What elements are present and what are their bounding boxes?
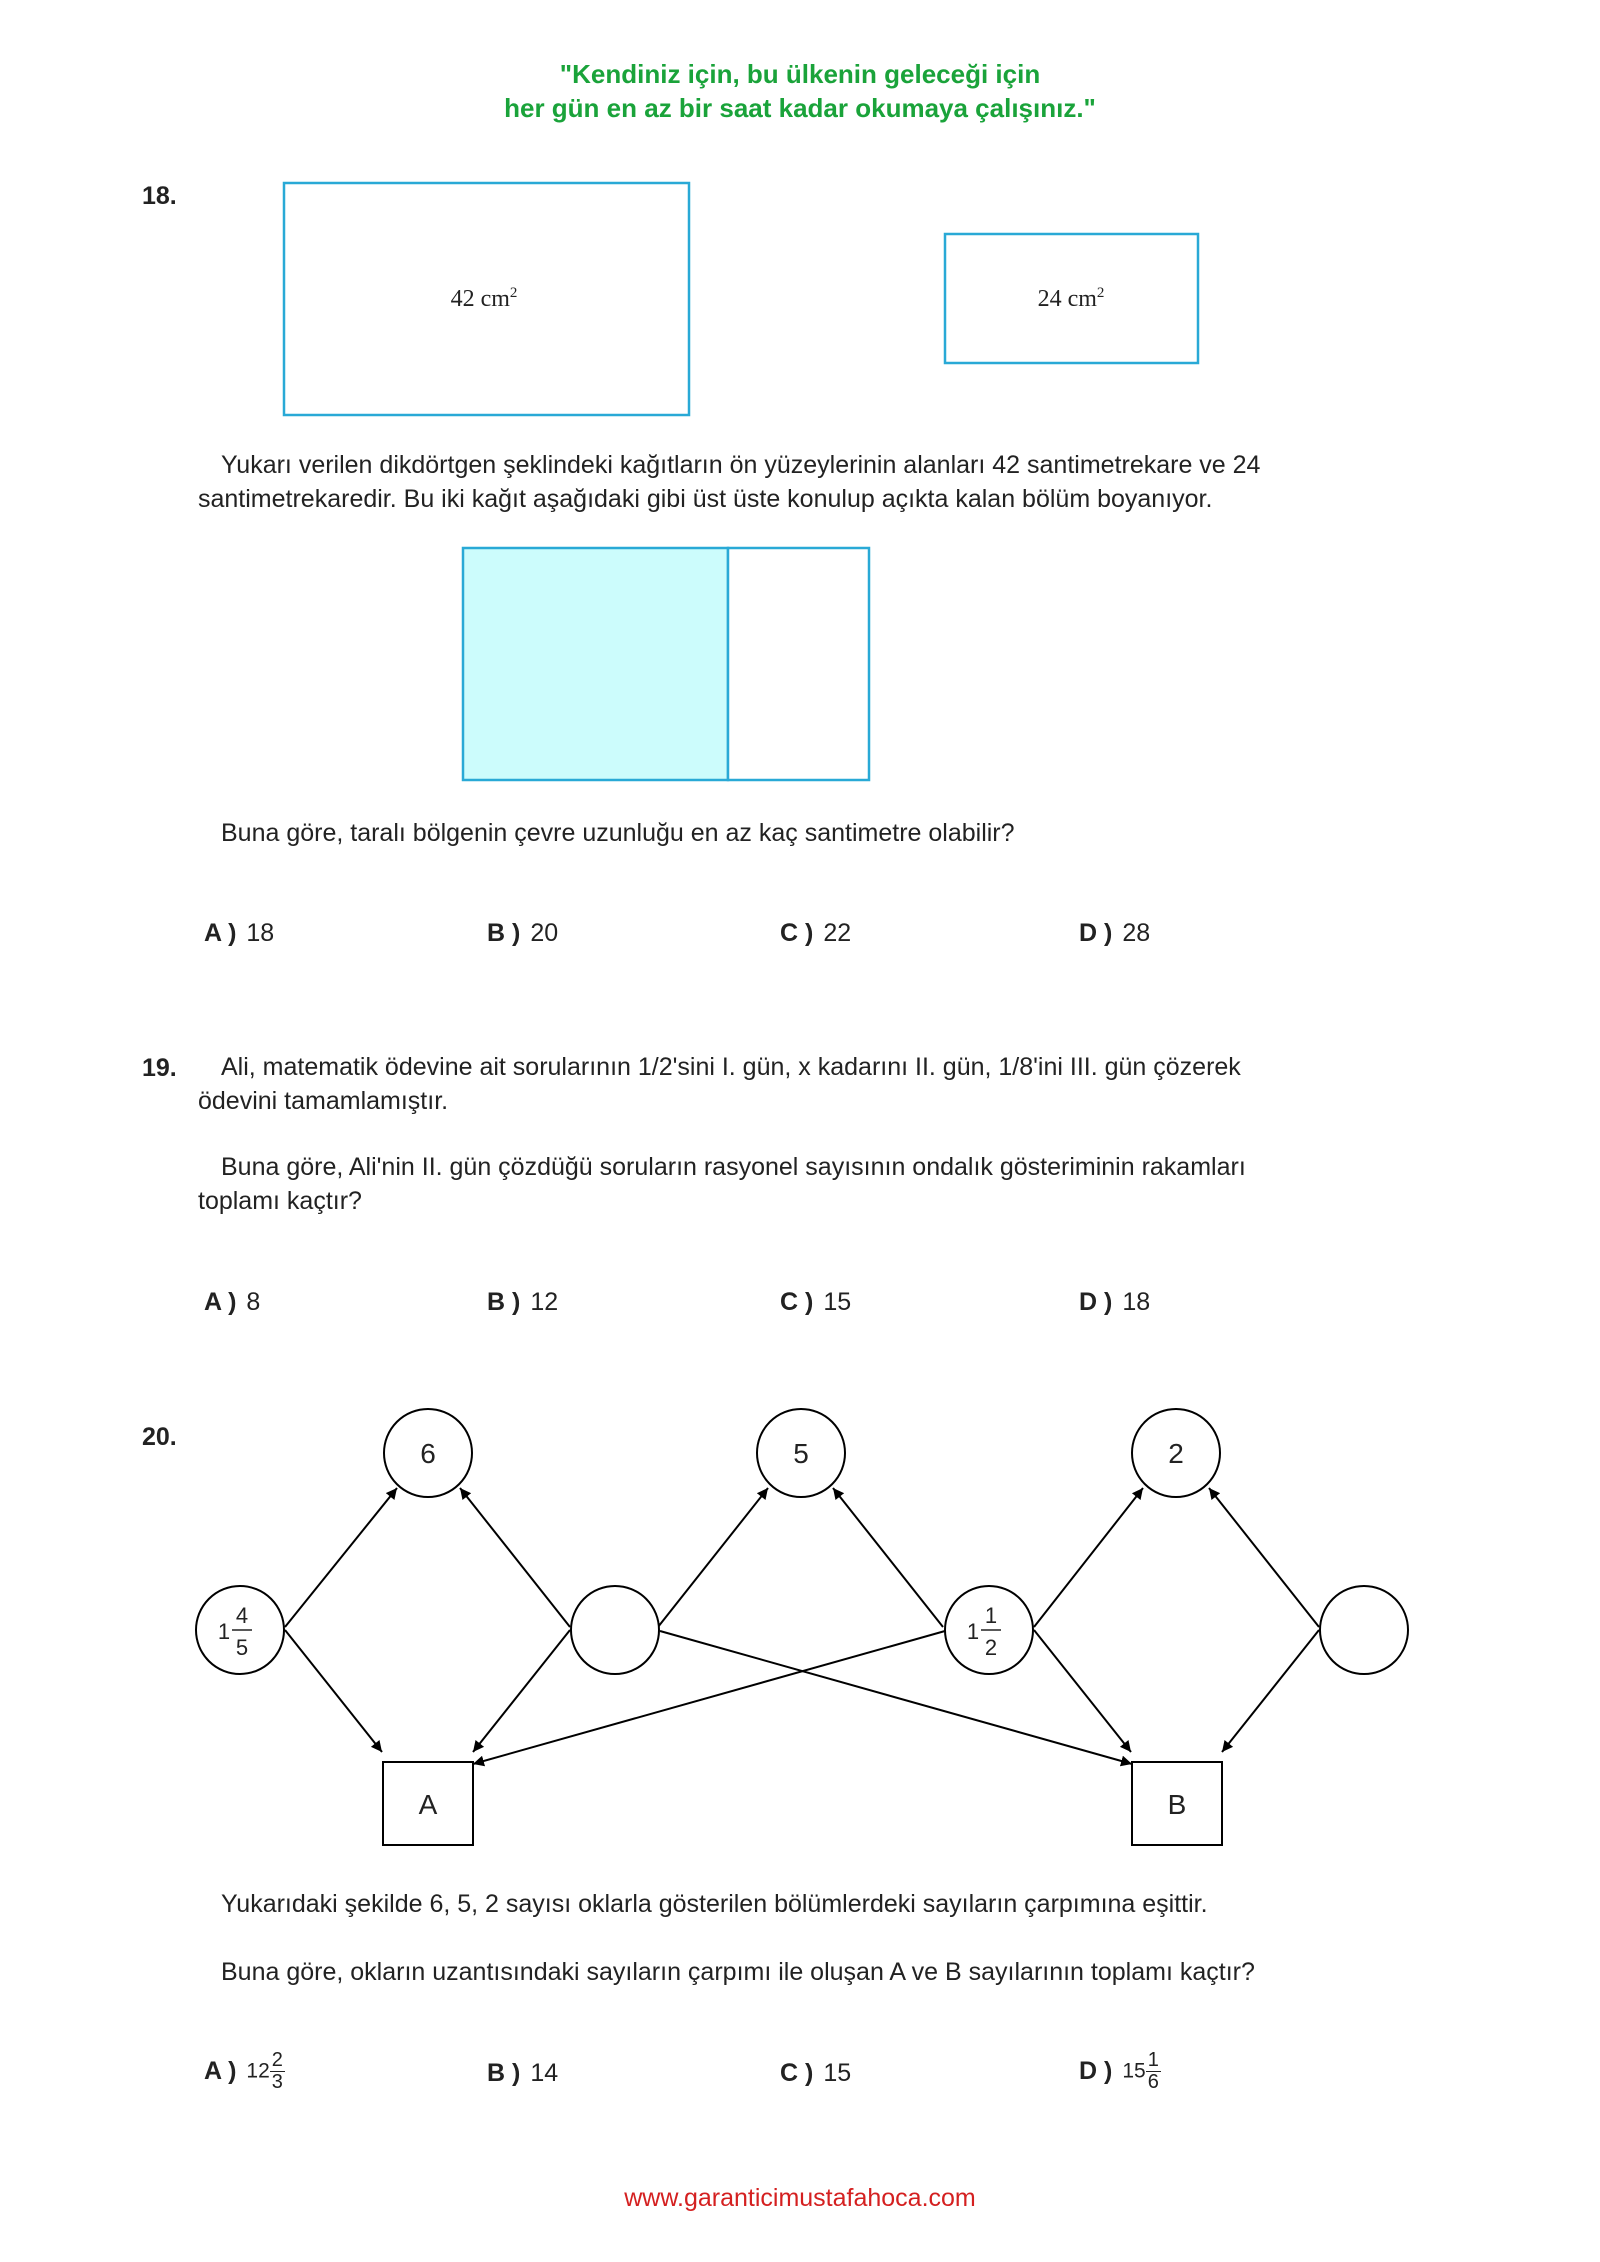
diagram-arrows [285,1488,1319,1764]
question-19-number: 19. [142,1054,177,1082]
q18-question: Buna göre, taralı bölgenin çevre uzunluğu en az kaç santimetre olabilir? [221,819,1015,847]
q20-diagram [0,1380,1600,1860]
fraction-numerator: 4 [235,1603,249,1628]
arrow [460,1488,570,1627]
option-letter: B ) [487,2059,521,2087]
node-6-label: 6 [420,1438,436,1469]
option-value: 18 [1122,1288,1151,1316]
q18-option-b[interactable] [487,919,558,948]
fraction-numerator: 1 [984,1603,998,1628]
fraction-numerator: 1 [1147,2049,1159,2071]
q19-option-c[interactable] [780,1288,851,1317]
q20-line-1: Yukarıdaki şekilde 6, 5, 2 sayısı oklarla gösterilen bölümlerdeki sayıların çarpımına eşittir. [221,1890,1208,1918]
option-letter: C ) [780,919,814,947]
option-value: 15 [823,1288,852,1316]
arrow [473,1631,945,1764]
option-letter: C ) [780,2059,814,2087]
fraction-whole: 15 [1122,2059,1146,2083]
q20-option-b[interactable] [487,2059,558,2088]
box-a-label: A [418,1789,438,1820]
option-value: 8 [246,1288,261,1316]
question-18-number: 18. [142,182,177,210]
option-value: 15 [823,2059,852,2087]
option-letter: D ) [1079,1288,1113,1316]
arrow [1034,1488,1143,1627]
arrow [1222,1630,1319,1752]
q18-option-c[interactable] [780,919,851,948]
question-18-figures [0,0,1600,800]
fraction-whole: 12 [246,2059,270,2083]
fraction-denominator: 6 [1147,2071,1159,2093]
option-value: 20 [530,919,559,947]
option-letter: C ) [780,1288,814,1316]
option-value: 22 [823,919,852,947]
option-value: 18 [246,919,275,947]
arrow [833,1488,943,1627]
option-fraction [1146,2050,1161,2093]
q18-paragraph-line-2: santimetrekaredir. Bu iki kağıt aşağıdaki gibi üst üste konulup açıkta kalan bölüm boyanıyor. [198,485,1213,513]
q19-option-a[interactable] [204,1288,260,1317]
paper-rect-42-label: 42 $cm^2$ [450,285,518,312]
node-empty-2-circle[interactable] [1320,1586,1408,1674]
q19-line-2: ödevini tamamlamıştır. [198,1087,449,1115]
footer-url[interactable]: www.garanticimustafahoca.com [624,2184,976,2212]
option-letter: A ) [204,2057,237,2085]
box-b-label: B [1167,1789,1187,1820]
arrow [473,1630,570,1752]
arrow [1209,1488,1319,1627]
overlap-paper [728,548,869,780]
fraction-denominator: 3 [271,2071,283,2093]
arrow [285,1630,382,1752]
option-letter: A ) [204,1288,237,1316]
q18-paragraph-line-1: Yukarı verilen dikdörtgen şeklindeki kağıtların ön yüzeylerinin alanları 42 santimetrekare ve 24 [221,451,1261,479]
option-letter: B ) [487,919,521,947]
question-20-number: 20. [142,1423,177,1451]
q20-option-d[interactable] [1079,2050,1161,2093]
q18-option-d[interactable] [1079,919,1150,948]
arrow [658,1488,768,1627]
paper-rect-24-label: 24 $cm^2$ [1037,285,1105,312]
option-value: 14 [530,2059,559,2087]
q19-option-d[interactable] [1079,1288,1150,1317]
q19-line-4: toplamı kaçtır? [198,1187,362,1215]
option-value: 12 [530,1288,559,1316]
q18-option-a[interactable] [204,919,274,948]
q20-option-c[interactable] [780,2059,851,2088]
fraction-whole: 1 [217,1619,231,1644]
motto-line-2: her gün en az bir saat kadar okumaya çalışınız." [504,93,1096,123]
arrow [660,1631,1132,1764]
node-2-label: 2 [1168,1438,1184,1469]
option-letter: D ) [1079,2057,1113,2085]
shaded-region [463,548,728,780]
fraction-denominator: 5 [235,1635,249,1660]
node-empty-1-circle[interactable] [571,1586,659,1674]
q19-line-1: Ali, matematik ödevine ait sorularının 1/2'sini I. gün, x kadarını II. gün, 1/8'ini III. gün çözerek [221,1053,1241,1081]
fraction-denominator: 2 [984,1635,998,1660]
option-letter: A ) [204,919,237,947]
arrow [285,1488,397,1627]
option-fraction [270,2050,285,2093]
fraction-numerator: 2 [271,2049,283,2071]
node-5-label: 5 [793,1438,809,1469]
q20-line-2: Buna göre, okların uzantısındaki sayıların çarpımı ile oluşan A ve B sayılarının toplamı kaçtır? [221,1958,1255,1986]
arrow [1034,1630,1131,1752]
q19-option-b[interactable] [487,1288,558,1317]
q20-option-a[interactable] [204,2050,285,2093]
option-letter: D ) [1079,919,1113,947]
motto-line-1: "Kendiniz için, bu ülkenin geleceği için [559,59,1041,89]
option-value: 28 [1122,919,1151,947]
fraction-whole: 1 [966,1619,980,1644]
option-letter: B ) [487,1288,521,1316]
q19-line-3: Buna göre, Ali'nin II. gün çözdüğü soruların rasyonel sayısının ondalık gösteriminin rakamları [221,1153,1246,1181]
